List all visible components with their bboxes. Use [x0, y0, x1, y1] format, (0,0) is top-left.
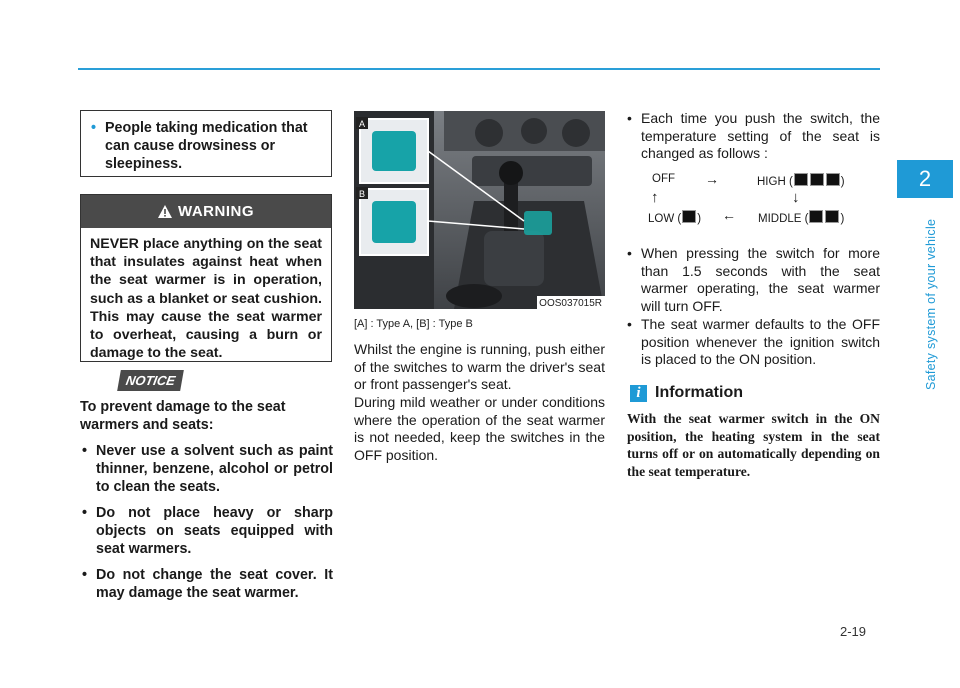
prevent-list: [80, 442, 333, 610]
console-illustration: [354, 111, 605, 309]
heat-level-icon: [809, 210, 823, 223]
list-item: • Never use a solvent such as paint thinner, benzene, alcohol or petrol to clean the seats.: [82, 443, 333, 495]
seat-warmer-switch-photo: [354, 111, 605, 309]
temperature-cycle-diagram: [630, 170, 880, 230]
warning-triangle-icon: [158, 205, 172, 218]
medication-text: People taking medication that can cause drowsiness or sleepiness.: [105, 120, 308, 172]
photo-code: OOS037015R: [539, 298, 602, 309]
paragraph-engine-running: Whilst the engine is running, push either of the switches to warm the driver's seat or front passenger's seat.: [354, 341, 605, 393]
chapter-title-tab: [908, 200, 938, 390]
diagram-middle: MIDDLE ( ): [758, 210, 844, 225]
prevent-title: To prevent damage to the seat warmers and seats:: [80, 399, 286, 433]
medication-caution-box: [80, 110, 332, 177]
bullet-switch-push: • Each time you push the switch, the temperature setting of the seat is changed as follows :: [627, 110, 880, 162]
diagram-arrow-down: ↓: [792, 189, 800, 206]
page-number: 2-19: [840, 624, 867, 639]
notice-badge: [119, 370, 229, 392]
bullet-default-off: • The seat warmer defaults to the OFF position whenever the ignition switch is placed to the ON position.: [627, 316, 880, 368]
chapter-number-tab: 2: [897, 160, 953, 198]
information-text: With the seat warmer switch in the ON position, the heating system in the seat turns off or on automatically depending on the seat temperature.: [627, 411, 880, 479]
list-item: • Do not change the seat cover. It may damage the seat warmer.: [82, 567, 333, 601]
warning-text: NEVER place anything on the seat that insulates against heat when the seat warmer is in operation, such as a blanket or seat cushion. This may cause the seat warmer to overheat, causing a burn or damage to the seat.: [90, 236, 322, 362]
heat-level-icon: [810, 173, 824, 186]
diagram-high: HIGH ( ): [757, 173, 845, 188]
diagram-low: LOW ( ): [648, 210, 701, 225]
heat-level-icon: [794, 173, 808, 186]
heat-level-icon: [682, 210, 696, 223]
photo-label-a: A: [358, 119, 366, 129]
diagram-off: OFF: [652, 173, 675, 185]
info-icon: i: [630, 385, 647, 402]
warning-box: [80, 194, 332, 362]
paragraph-mild-weather: During mild weather or under conditions where the operation of the seat warmer is not needed, keep the switches in the OFF position.: [354, 394, 605, 463]
photo-label-b: B: [358, 189, 366, 199]
information-title: Information: [655, 384, 743, 401]
list-item: • Do not place heavy or sharp objects on seats equipped with seat warmers.: [82, 505, 333, 557]
information-heading: [630, 384, 743, 402]
diagram-arrow-up: ↑: [651, 189, 659, 206]
heat-level-icon: [826, 173, 840, 186]
warning-header: [81, 195, 331, 228]
header-rule: [78, 68, 880, 70]
bullet-long-press: • When pressing the switch for more than 1.5 seconds with the seat warmer operating, the seat warmer will turn OFF.: [627, 245, 880, 314]
diagram-arrow-left: ←: [722, 207, 736, 223]
warning-label: WARNING: [178, 203, 254, 220]
photo-caption: [A] : Type A, [B] : Type B: [354, 318, 473, 330]
heat-level-icon: [825, 210, 839, 223]
diagram-arrow-right: →: [705, 171, 719, 187]
notice-label: NOTICE: [117, 370, 184, 391]
bullet-icon: •: [91, 120, 97, 136]
chapter-title: Safety system of your vehicle: [924, 218, 938, 390]
